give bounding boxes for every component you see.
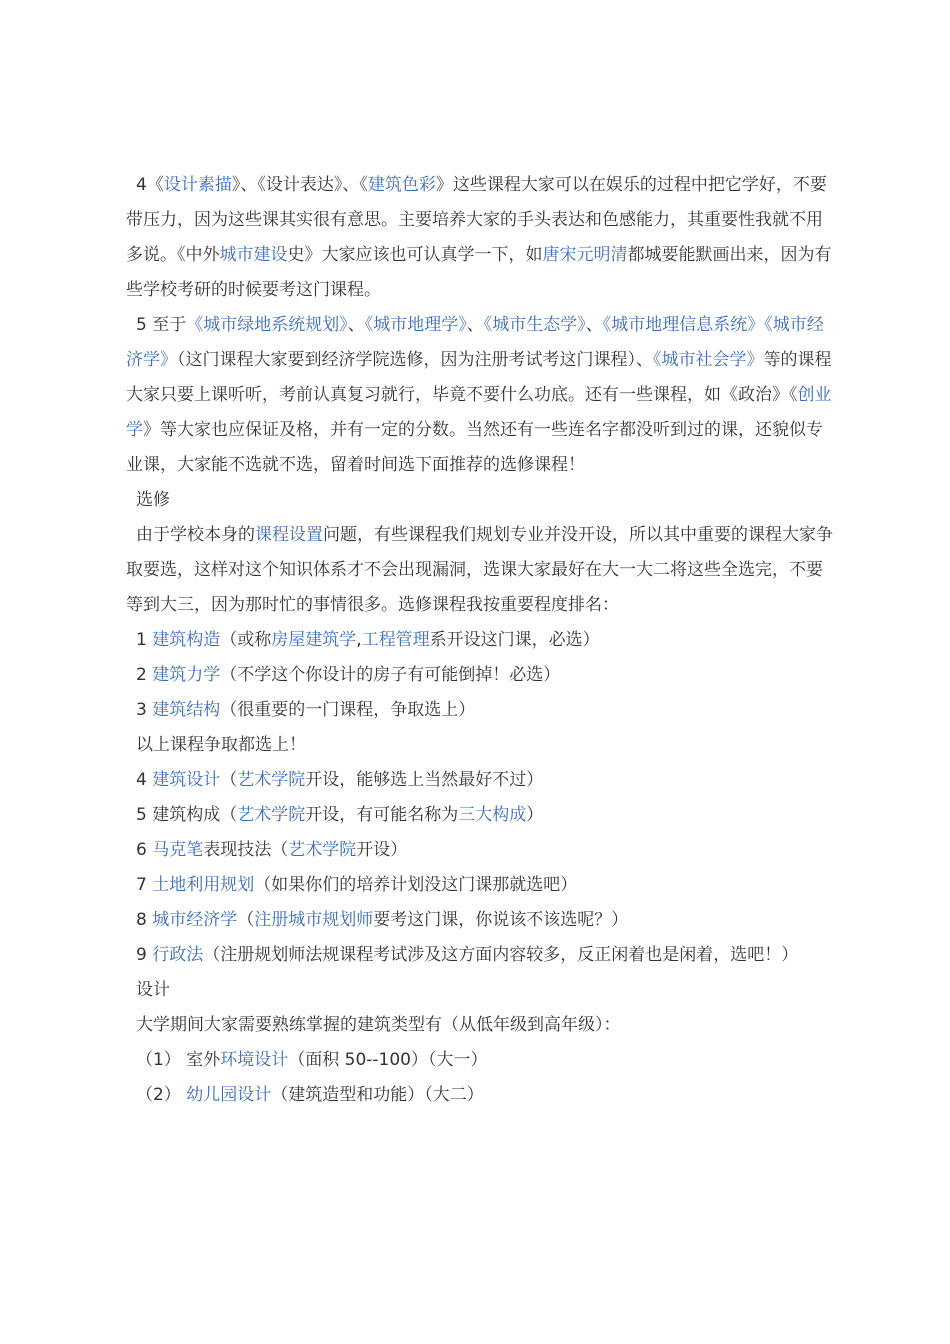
link-sanda-goucheng[interactable]: 三大构成: [458, 805, 527, 825]
link-lvdi-guihua[interactable]: 《城市绿地系统规划》: [186, 315, 348, 335]
link-chengshi-shengtaixue[interactable]: 《城市生态学》: [483, 315, 586, 335]
paragraph-number: 4: [136, 175, 147, 195]
link-jianzhu-lixue[interactable]: 建筑力学: [152, 665, 221, 685]
text: 室外: [186, 1050, 221, 1070]
text: 开设，能够选上当然最好不过）: [305, 770, 544, 790]
link-youeryuan-sheji[interactable]: 幼儿园设计: [186, 1085, 272, 1105]
text: 都城要能默画出来，因为有些学校考研的时候要考这门课程。: [126, 245, 832, 300]
text: 、: [585, 315, 603, 335]
elective-item-5: [126, 798, 838, 833]
text: 系开设这门课，必选）: [429, 630, 600, 650]
paragraph-5: [126, 308, 838, 483]
elective-item-8: [126, 903, 838, 938]
link-xingzhengfa[interactable]: 行政法: [152, 945, 204, 965]
link-chuangyexue[interactable]: 创业学: [126, 385, 832, 440]
text: 《: [146, 175, 164, 195]
link-chengshi-shehuixue[interactable]: 《城市社会学》: [653, 350, 764, 370]
text: 》等大家也应保证及格，并有一定的分数。当然还有一些连名字都没听到过的课，还貌似专业课，大家能不选就不选，留着时间选下面推荐的选修课程！: [126, 420, 823, 475]
link-gongcheng-guanli[interactable]: 工程管理: [361, 630, 430, 650]
paragraph-elective-intro: [126, 518, 838, 623]
item-number: 6: [136, 840, 147, 860]
text: 由于学校本身的: [136, 525, 255, 545]
text: （: [220, 770, 238, 790]
elective-item-9: [126, 938, 838, 973]
text: 要考这门课，你说该不该选呢？）: [373, 910, 629, 930]
item-number: 4: [136, 770, 147, 790]
section-heading-sheji: 设计: [136, 980, 170, 1000]
item-number: （1）: [136, 1050, 181, 1070]
link-jianzhu-sheji[interactable]: 建筑设计: [152, 770, 221, 790]
text: （: [237, 910, 255, 930]
link-kecheng-shezhi[interactable]: 课程设置: [255, 525, 323, 545]
text: 至于: [152, 315, 187, 335]
text: 》、《设计表达》、《: [231, 175, 368, 195]
paragraph-4: [126, 168, 838, 308]
link-sheji-sumiao[interactable]: 设计素描: [163, 175, 232, 195]
item-number: 1: [136, 630, 147, 650]
link-chengshi-jingjixue[interactable]: 城市经济学: [152, 910, 238, 930]
text: 史》大家应该也可认真学一下，如: [287, 245, 543, 265]
link-chengshi-jianshe[interactable]: 城市建设: [219, 245, 288, 265]
text: 等的课程大家只要上课听听，考前认真复习就行，毕竟不要什么功底。还有一些课程，如《政治》《: [126, 350, 832, 405]
text: （面积 50--100）（大一）: [288, 1050, 488, 1070]
link-chengshi-jingjixue[interactable]: 《城市经济学》: [126, 315, 824, 370]
link-yishu-xueyuan[interactable]: 艺术学院: [288, 840, 357, 860]
text: 、: [347, 315, 365, 335]
link-jianzhu-secai[interactable]: 建筑色彩: [367, 175, 436, 195]
link-tang-song-yuan-ming-qing[interactable]: 唐宋元明清: [542, 245, 628, 265]
design-item-1: [126, 1043, 838, 1078]
elective-note: 以上课程争取都选上！: [136, 735, 306, 755]
paragraph-number: 5: [136, 315, 147, 335]
link-huanjing-sheji[interactable]: 环境设计: [220, 1050, 289, 1070]
link-fangwu-jianzhuxue[interactable]: 房屋建筑学: [271, 630, 357, 650]
item-number: 7: [136, 875, 147, 895]
elective-item-6: [126, 833, 838, 868]
text: （注册规划师法规课程考试涉及这方面内容较多，反正闲着也是闲着，选吧！）: [203, 945, 799, 965]
link-yishu-xueyuan[interactable]: 艺术学院: [237, 805, 306, 825]
text: 建筑构成（: [152, 805, 238, 825]
link-jianzhu-gouzao[interactable]: 建筑构造: [152, 630, 221, 650]
link-yishu-xueyuan[interactable]: 艺术学院: [237, 770, 306, 790]
text: ）: [526, 805, 544, 825]
item-number: 2: [136, 665, 147, 685]
elective-item-2: [126, 658, 838, 693]
text: 、: [466, 315, 484, 335]
link-chengshi-gis[interactable]: 《城市地理信息系统》: [602, 315, 765, 335]
text: 开设）: [356, 840, 408, 860]
text: （这门课程大家要到经济学院选修，因为注册考试考这门课程）、: [177, 350, 653, 370]
section-heading-xuanxiu: 选修: [136, 490, 170, 510]
item-number: 9: [136, 945, 147, 965]
item-number: 8: [136, 910, 147, 930]
text: 》这些课程大家可以在娱乐的过程中把它学好，不要带压力，因为这些课其实很有意思。主要培养大家的手头表达和色感能力，其重要性我就不用多说。《中外: [126, 175, 827, 265]
text: （或称: [220, 630, 272, 650]
link-makebi[interactable]: 马克笔: [152, 840, 204, 860]
document-body: [126, 168, 838, 1113]
item-number: 5: [136, 805, 147, 825]
text: 表现技法（: [203, 840, 289, 860]
elective-item-7: [126, 868, 838, 903]
text: （很重要的一门课程，争取选上）: [220, 700, 476, 720]
item-number: （2）: [136, 1085, 181, 1105]
text: （如果你们的培养计划没这门课那就选吧）: [254, 875, 578, 895]
elective-item-4: [126, 763, 838, 798]
link-tudi-liyong-guihua[interactable]: 土地利用规划: [152, 875, 255, 895]
text: 问题，有些课程我们规划专业并没开设，所以其中重要的课程大家争取要选，这样对这个知识体系才不会出现漏洞，选课大家最好在大一大二将这些全选完，不要等到大三，因为那时忙的事情很多。选修课程我按重要程度排名：: [126, 525, 833, 615]
link-chengshi-dilixue[interactable]: 《城市地理学》: [364, 315, 467, 335]
text: ,: [356, 630, 362, 650]
text: （不学这个你设计的房子有可能倒掉！必选）: [220, 665, 561, 685]
link-zhuce-guihuashi[interactable]: 注册城市规划师: [254, 910, 374, 930]
design-item-2: [126, 1078, 838, 1113]
elective-item-1: [126, 623, 838, 658]
item-number: 3: [136, 700, 147, 720]
link-jianzhu-jiegou[interactable]: 建筑结构: [152, 700, 221, 720]
text: 开设，有可能名称为: [305, 805, 459, 825]
text: （建筑造型和功能）（大二）: [271, 1085, 484, 1105]
paragraph-design-intro: 大学期间大家需要熟练掌握的建筑类型有（从低年级到高年级）：: [136, 1015, 621, 1035]
elective-item-3: [126, 693, 838, 728]
